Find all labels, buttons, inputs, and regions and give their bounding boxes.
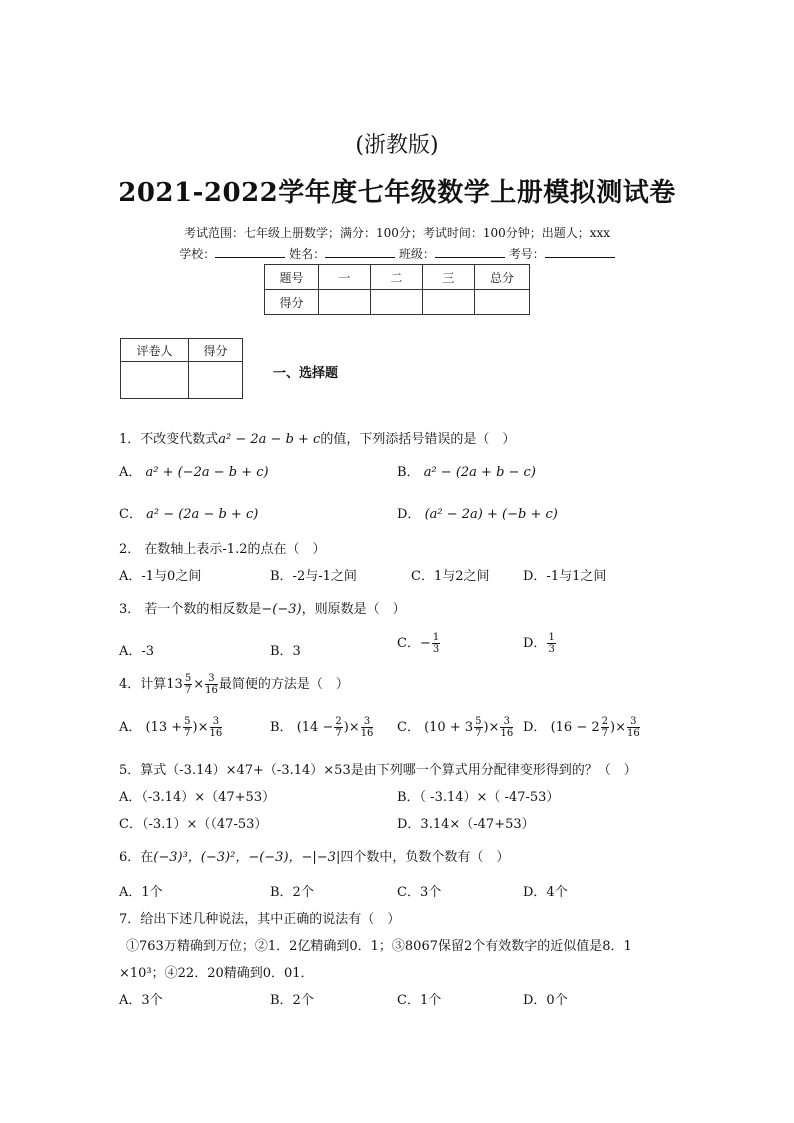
q2-option-d[interactable]: D．-1与1之间 — [523, 569, 607, 584]
score-header-cell: 一 — [319, 265, 371, 290]
math-expression: −(−3) — [261, 602, 302, 617]
fraction: $\frac{3}{16}$ — [360, 716, 374, 739]
q2-option-b[interactable]: B．-2与-1之间 — [270, 569, 357, 584]
fraction: $\frac{3}{16}$ — [209, 716, 223, 739]
question-text: 4．计算 — [119, 677, 167, 692]
q2-option-c[interactable]: C．1与2之间 — [411, 569, 490, 584]
fraction: $\frac{3}{16}$ — [205, 673, 218, 696]
grader-header-cell: 评卷人 — [121, 339, 189, 362]
q7-option-b[interactable]: B．2个 — [270, 993, 314, 1008]
grader-table — [120, 338, 243, 399]
option-label: A． — [119, 465, 142, 480]
question-3-stem — [119, 598, 406, 617]
fraction: $\frac{5}{7}$ — [184, 673, 192, 696]
math-expression: (−3)³，(−3)²，−(−3)，−|−3| — [153, 850, 341, 865]
q1-option-b[interactable] — [397, 461, 536, 480]
q3-option-c[interactable] — [397, 632, 441, 655]
question-text: 1．不改变代数式 — [119, 432, 219, 447]
option-label: C． — [119, 507, 142, 522]
math-number: 13 — [166, 677, 183, 692]
fraction: $\frac{3}{16}$ — [626, 716, 640, 739]
fraction: $\frac{1}{3}$ — [432, 632, 440, 655]
question-6-stem — [119, 846, 509, 865]
name-blank[interactable] — [325, 245, 395, 258]
option-label: B． — [397, 465, 420, 480]
score-header-cell: 三 — [423, 265, 475, 290]
score-table — [264, 264, 530, 315]
q3-option-b[interactable]: B．3 — [270, 644, 301, 659]
exam-no-label: 考号： — [508, 247, 545, 261]
math-expression: a² + (−2a − b + c) — [145, 465, 269, 480]
school-label: 学校： — [179, 247, 216, 261]
q1-option-c[interactable] — [119, 503, 258, 522]
question-1-stem — [119, 428, 515, 447]
option-label: D． — [523, 636, 547, 651]
name-label: 姓名： — [289, 247, 326, 261]
math-expression: (13 + — [145, 720, 183, 735]
q4-option-a[interactable] — [119, 716, 223, 739]
score-header-cell: 题号 — [265, 265, 319, 290]
q5-option-c[interactable]: C．（-3.1）×（（47-53） — [119, 817, 268, 832]
question-4-stem — [119, 673, 349, 696]
option-label: C． — [397, 720, 420, 735]
question-text: 的值，下列添括号错误的是（ ） — [320, 432, 516, 447]
option-label: D． — [397, 507, 421, 522]
score-cell[interactable] — [319, 290, 371, 315]
q4-option-d[interactable] — [523, 716, 641, 739]
section-heading: 一、选择题 — [273, 366, 339, 381]
q6-option-b[interactable]: B．2个 — [270, 885, 314, 900]
q7-option-c[interactable]: C．1个 — [397, 993, 442, 1008]
question-text: 6．在 — [119, 850, 154, 865]
q7-option-d[interactable]: D．0个 — [523, 993, 568, 1008]
math-expression: (a² − 2a) + (−b + c) — [424, 507, 558, 522]
q6-option-c[interactable]: C．3个 — [397, 885, 442, 900]
question-text: ，则原数是（ ） — [301, 602, 406, 617]
q7-option-a[interactable]: A．3个 — [119, 993, 163, 1008]
fraction: $\frac{2}{7}$ — [335, 716, 342, 739]
math-expression: a² − (2a − b + c) — [146, 507, 259, 522]
math-expression: (14 − — [296, 720, 334, 735]
score-cell[interactable] — [475, 290, 530, 315]
math-expression: )× — [343, 720, 360, 735]
class-label: 班级： — [398, 247, 435, 261]
q5-option-a[interactable]: A．（-3.14）×（47+53） — [119, 790, 276, 805]
student-fields — [0, 245, 794, 262]
q3-option-a[interactable]: A．-3 — [119, 644, 155, 659]
minus-sign: − — [419, 636, 431, 651]
q4-option-b[interactable] — [270, 716, 374, 739]
fraction: $\frac{5}{7}$ — [184, 716, 191, 739]
edition-label: (浙教版) — [355, 133, 439, 158]
score-cell[interactable] — [423, 290, 475, 315]
exam-info: 考试范围：七年级上册数学；满分：100分；考试时间：100分钟；出题人；xxx — [183, 226, 611, 240]
page-title: 2021-2022学年度七年级数学上册模拟测试卷 — [118, 178, 676, 208]
score-header-cell: 二 — [371, 265, 423, 290]
exam-no-blank[interactable] — [545, 245, 615, 258]
score-row-label: 得分 — [265, 290, 319, 315]
math-expression: a² − 2a − b + c — [218, 432, 321, 447]
fraction: $\frac{5}{7}$ — [475, 716, 482, 739]
q6-option-d[interactable]: D．4个 — [523, 885, 568, 900]
question-7-statements-cont: ×10³；④22．20精确到0．01． — [119, 966, 314, 981]
math-expression: )× — [192, 720, 209, 735]
question-2-stem: 2． 在数轴上表示-1.2的点在（ ） — [119, 542, 326, 557]
math-expression: a² − (2a + b − c) — [423, 465, 536, 480]
option-label: B． — [270, 720, 293, 735]
math-expression: (10 + 3 — [424, 720, 474, 735]
math-expression: (16 − 2 — [550, 720, 600, 735]
question-5-stem: 5．算式（-3.14）×47+（-3.14）×53是由下列哪一个算式用分配律变形得到的？（ ） — [119, 763, 637, 778]
option-label: D． — [523, 720, 547, 735]
class-blank[interactable] — [435, 245, 505, 258]
option-label: C． — [397, 636, 420, 651]
q6-option-a[interactable]: A．1个 — [119, 885, 163, 900]
fraction: $\frac{1}{3}$ — [548, 632, 555, 655]
q5-option-d[interactable]: D．3.14×（-47+53） — [397, 817, 535, 832]
question-text: 最简便的方法是（ ） — [218, 677, 349, 692]
question-7-stem: 7．给出下述几种说法，其中正确的说法有（ ） — [119, 912, 401, 927]
grader-header-cell: 得分 — [189, 339, 243, 362]
q4-option-c[interactable] — [397, 716, 514, 739]
times-sign: × — [193, 677, 205, 692]
question-text: 四个数中，负数个数有（ ） — [340, 850, 510, 865]
school-blank[interactable] — [215, 245, 285, 258]
math-expression: )× — [610, 720, 626, 735]
q2-option-a[interactable]: A．-1与0之间 — [119, 569, 202, 584]
score-header-cell: 总分 — [475, 265, 530, 290]
fraction: $\frac{3}{16}$ — [500, 716, 514, 739]
math-expression: )× — [483, 720, 500, 735]
option-label: A． — [119, 720, 142, 735]
score-cell[interactable] — [371, 290, 423, 315]
q5-option-b[interactable]: B．（ -3.14）×（ -47-53） — [397, 790, 560, 805]
grader-cell[interactable] — [121, 362, 189, 399]
question-7-statements: ①763万精确到万位；②1．2亿精确到0．1；③8067保留2个有效数字的近似值是8．1 — [126, 939, 632, 954]
grader-score-cell[interactable] — [189, 362, 243, 399]
question-text: 3． 若一个数的相反数是 — [119, 602, 262, 617]
q1-option-a[interactable] — [119, 461, 269, 480]
q3-option-d[interactable] — [523, 632, 557, 655]
q1-option-d[interactable] — [397, 503, 558, 522]
fraction: $\frac{2}{7}$ — [601, 716, 608, 739]
